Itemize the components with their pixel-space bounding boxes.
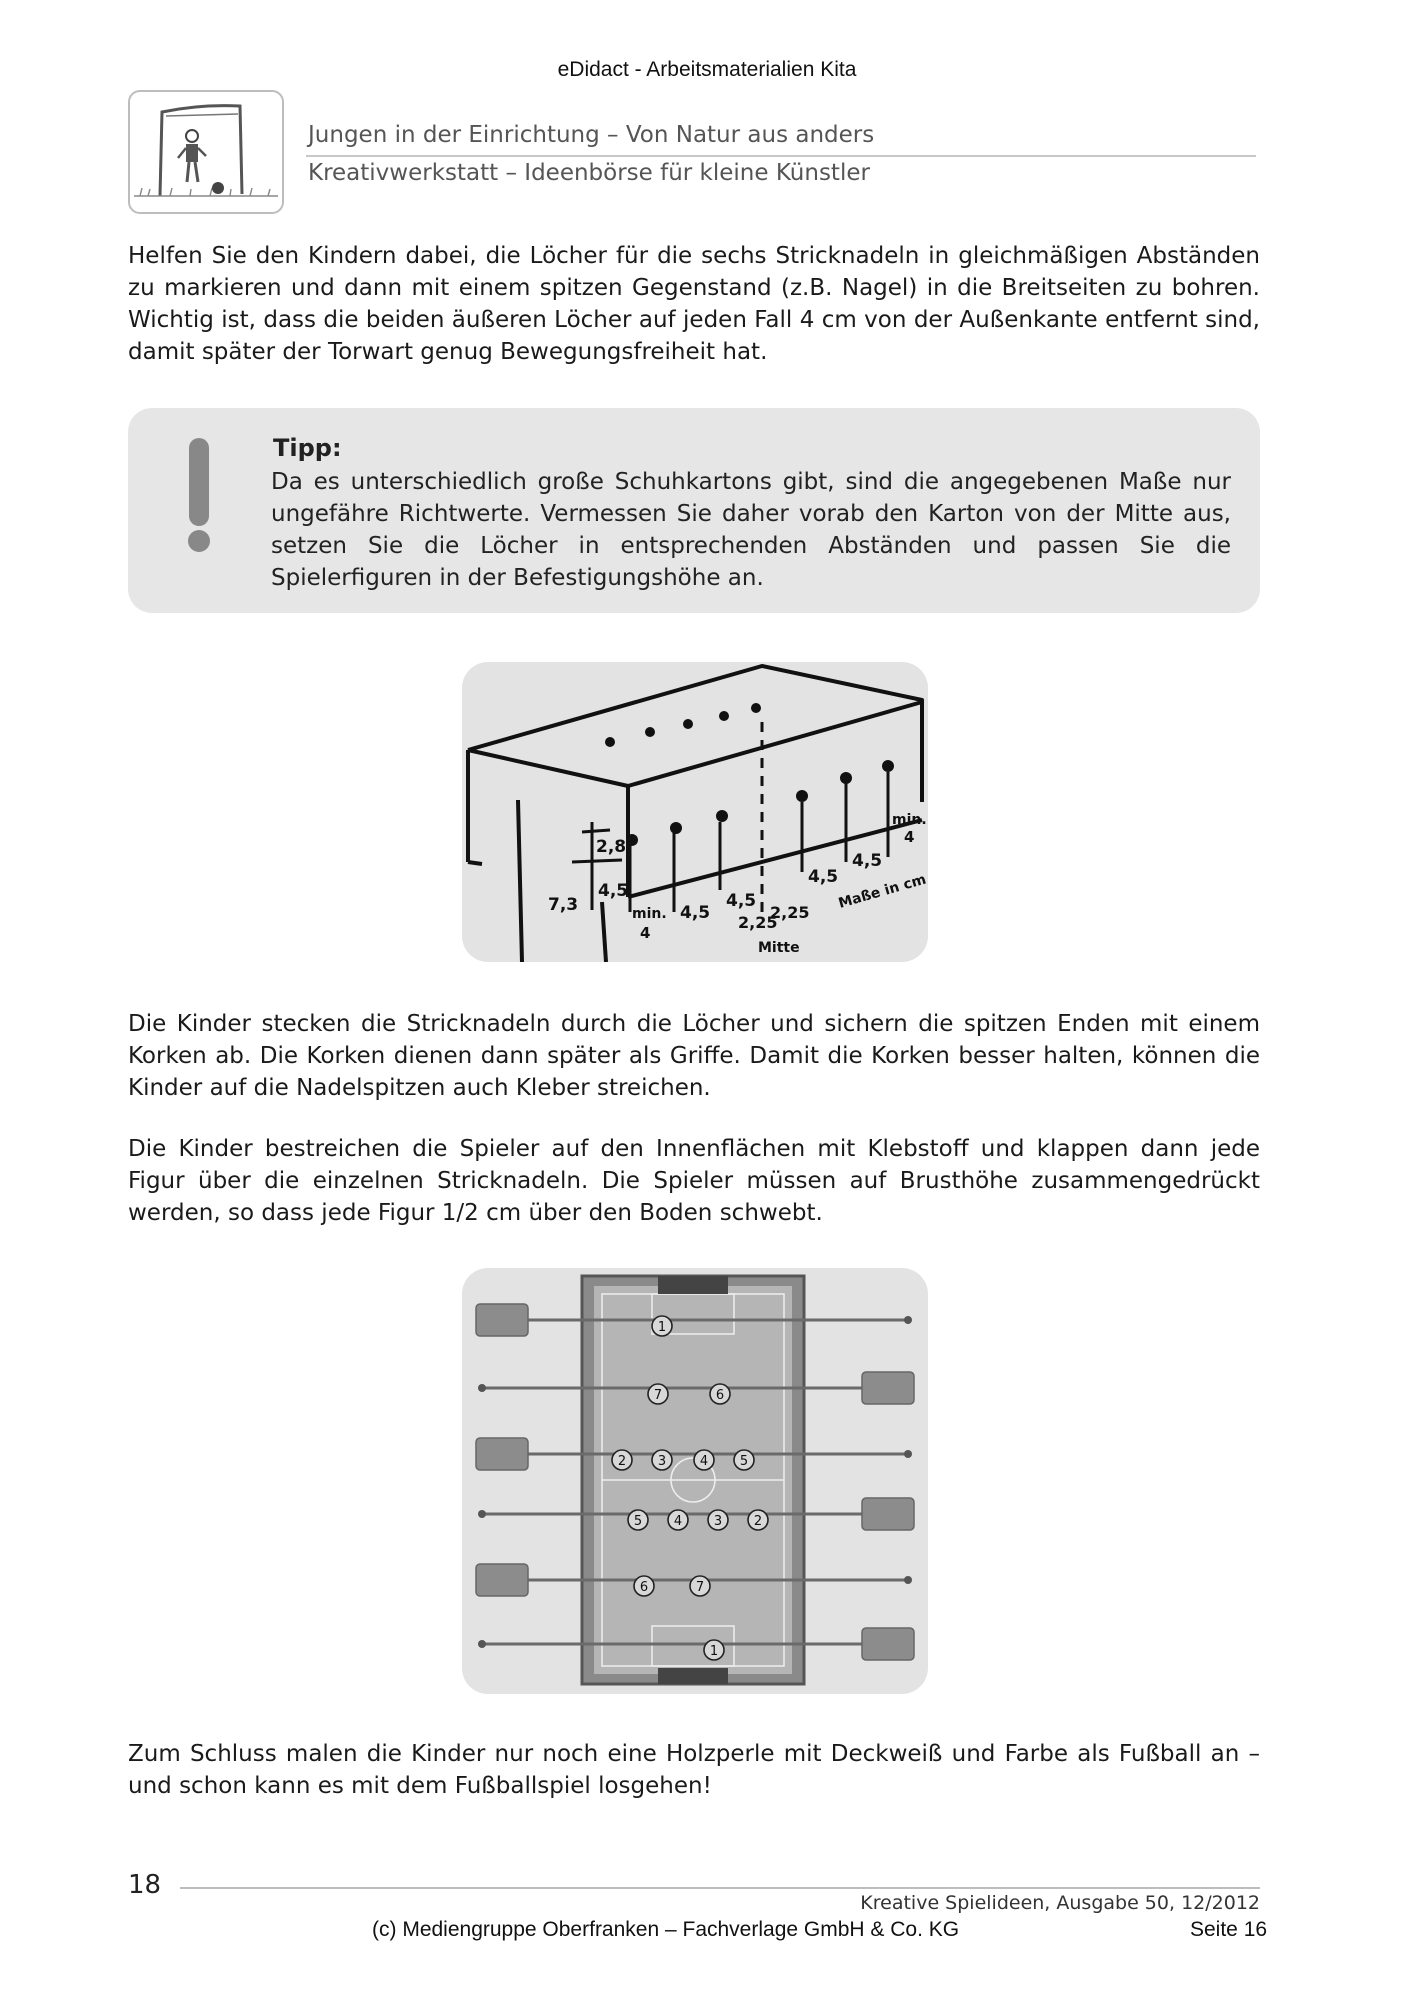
label-four-right: 4	[904, 828, 915, 846]
cork-handle-icon	[862, 1372, 914, 1404]
rod-tip	[904, 1576, 912, 1584]
cork-handle-icon	[476, 1438, 528, 1470]
label-half2: 2,25	[770, 903, 810, 922]
player-number: 2	[617, 1454, 627, 1469]
tip-title: Tipp:	[273, 434, 342, 462]
label-d2: 4,5	[726, 891, 757, 911]
goal-top-icon	[658, 1276, 728, 1294]
rod-tip	[904, 1450, 912, 1458]
player-number: 1	[657, 1320, 667, 1335]
paragraph-3: Die Kinder bestreichen die Spieler auf den Innenflächen mit Klebstoff und klappen dann jede Figur über die einzelnen Stricknadeln. Die Spieler müssen auf Brusthöhe zusammengedrückt werden, so dass jede Figur 1/2 cm über den Boden schwebt.	[128, 1136, 1260, 1226]
player-number: 3	[657, 1454, 667, 1469]
goal-logo-icon	[128, 90, 284, 214]
cork-handle-icon	[476, 1564, 528, 1596]
label-min-left: min.	[632, 906, 667, 922]
top-line: eDidact - Arbeitsmaterialien Kita	[557, 58, 857, 81]
exclamation-dot-icon	[188, 530, 210, 552]
cork-handle-icon	[862, 1628, 914, 1660]
label-h-total: 7,3	[548, 895, 579, 915]
rod-tip	[478, 1510, 486, 1518]
rod-tip	[478, 1640, 486, 1648]
box-diagram-figure	[462, 662, 928, 962]
player-number: 2	[753, 1514, 763, 1529]
label-half1: 2,25	[738, 913, 778, 932]
player-number: 4	[699, 1454, 709, 1469]
label-d4: 4,5	[852, 851, 883, 871]
exclamation-icon	[189, 438, 209, 526]
paragraph-4: Zum Schluss malen die Kinder nur noch eine Holzperle mit Deckweiß und Farbe als Fußball an – und schon kann es mit dem Fußballspiel losgehen!	[128, 1741, 1260, 1799]
footer-divider	[180, 1887, 1260, 1889]
cork-handle-icon	[476, 1304, 528, 1336]
rod-tip	[904, 1316, 912, 1324]
player-number: 7	[653, 1388, 663, 1403]
player-number: 6	[639, 1580, 649, 1595]
header-subtitle: Kreativwerkstatt – Ideenbörse für kleine Künstler	[308, 160, 870, 186]
label-min-right: min.	[892, 812, 927, 828]
label-h-top: 2,8	[596, 837, 627, 857]
cork-handle-icon	[862, 1498, 914, 1530]
player-number: 5	[739, 1454, 749, 1469]
copyright: (c) Mediengruppe Oberfranken – Fachverlage GmbH & Co. KG	[372, 1918, 960, 1941]
rod-tip	[478, 1384, 486, 1392]
player-number: 7	[695, 1580, 705, 1595]
label-units: Maße in cm	[836, 871, 928, 912]
label-mitte: Mitte	[758, 940, 800, 956]
label-four-left: 4	[640, 924, 651, 942]
header-divider	[306, 155, 1256, 157]
page-number: 18	[128, 1870, 162, 1900]
header-title: Jungen in der Einrichtung – Von Natur aus anders	[308, 122, 875, 148]
goal-bottom-icon	[658, 1668, 728, 1684]
label-d1: 4,5	[680, 903, 711, 923]
player-number: 3	[713, 1514, 723, 1529]
tip-text: Da es unterschiedlich große Schuhkartons gibt, sind die angegebenen Maße nur ungefähre Richtwerte. Vermessen Sie daher vorab den Karton von der Mitte aus, setzen Sie die Löcher in entsprechenden Abständen und passen Sie die Spielerfiguren in der Befestigungshöhe an.	[271, 469, 1231, 591]
intro-paragraph: Helfen Sie den Kindern dabei, die Löcher für die sechs Stricknadeln in gleichmäßigen Abständen zu markieren und dann mit einem spitzen Gegenstand (z.B. Nagel) in die Breitseiten zu bohren. Wichtig ist, dass die beiden äußeren Löcher auf jeden Fall 4 cm von der Außenkante entfernt sind, damit später der Torwart genug Bewegungsfreiheit hat.	[128, 243, 1260, 365]
table-football-photo	[462, 1268, 928, 1694]
label-h-mid: 4,5	[598, 881, 629, 901]
label-d3: 4,5	[808, 867, 839, 887]
paragraph-2: Die Kinder stecken die Stricknadeln durch die Löcher und sichern die spitzen Enden mit einem Korken ab. Die Korken dienen dann später als Griffe. Damit die Korken besser halten, können die Kinder auf die Nadelspitzen auch Kleber streichen.	[128, 1011, 1260, 1101]
player-number: 4	[673, 1514, 683, 1529]
player-number: 6	[715, 1388, 725, 1403]
player-number: 1	[709, 1644, 719, 1659]
issue-info: Kreative Spielideen, Ausgabe 50, 12/2012	[860, 1892, 1260, 1914]
seite-number: Seite 16	[1190, 1918, 1268, 1941]
player-number: 5	[633, 1514, 643, 1529]
